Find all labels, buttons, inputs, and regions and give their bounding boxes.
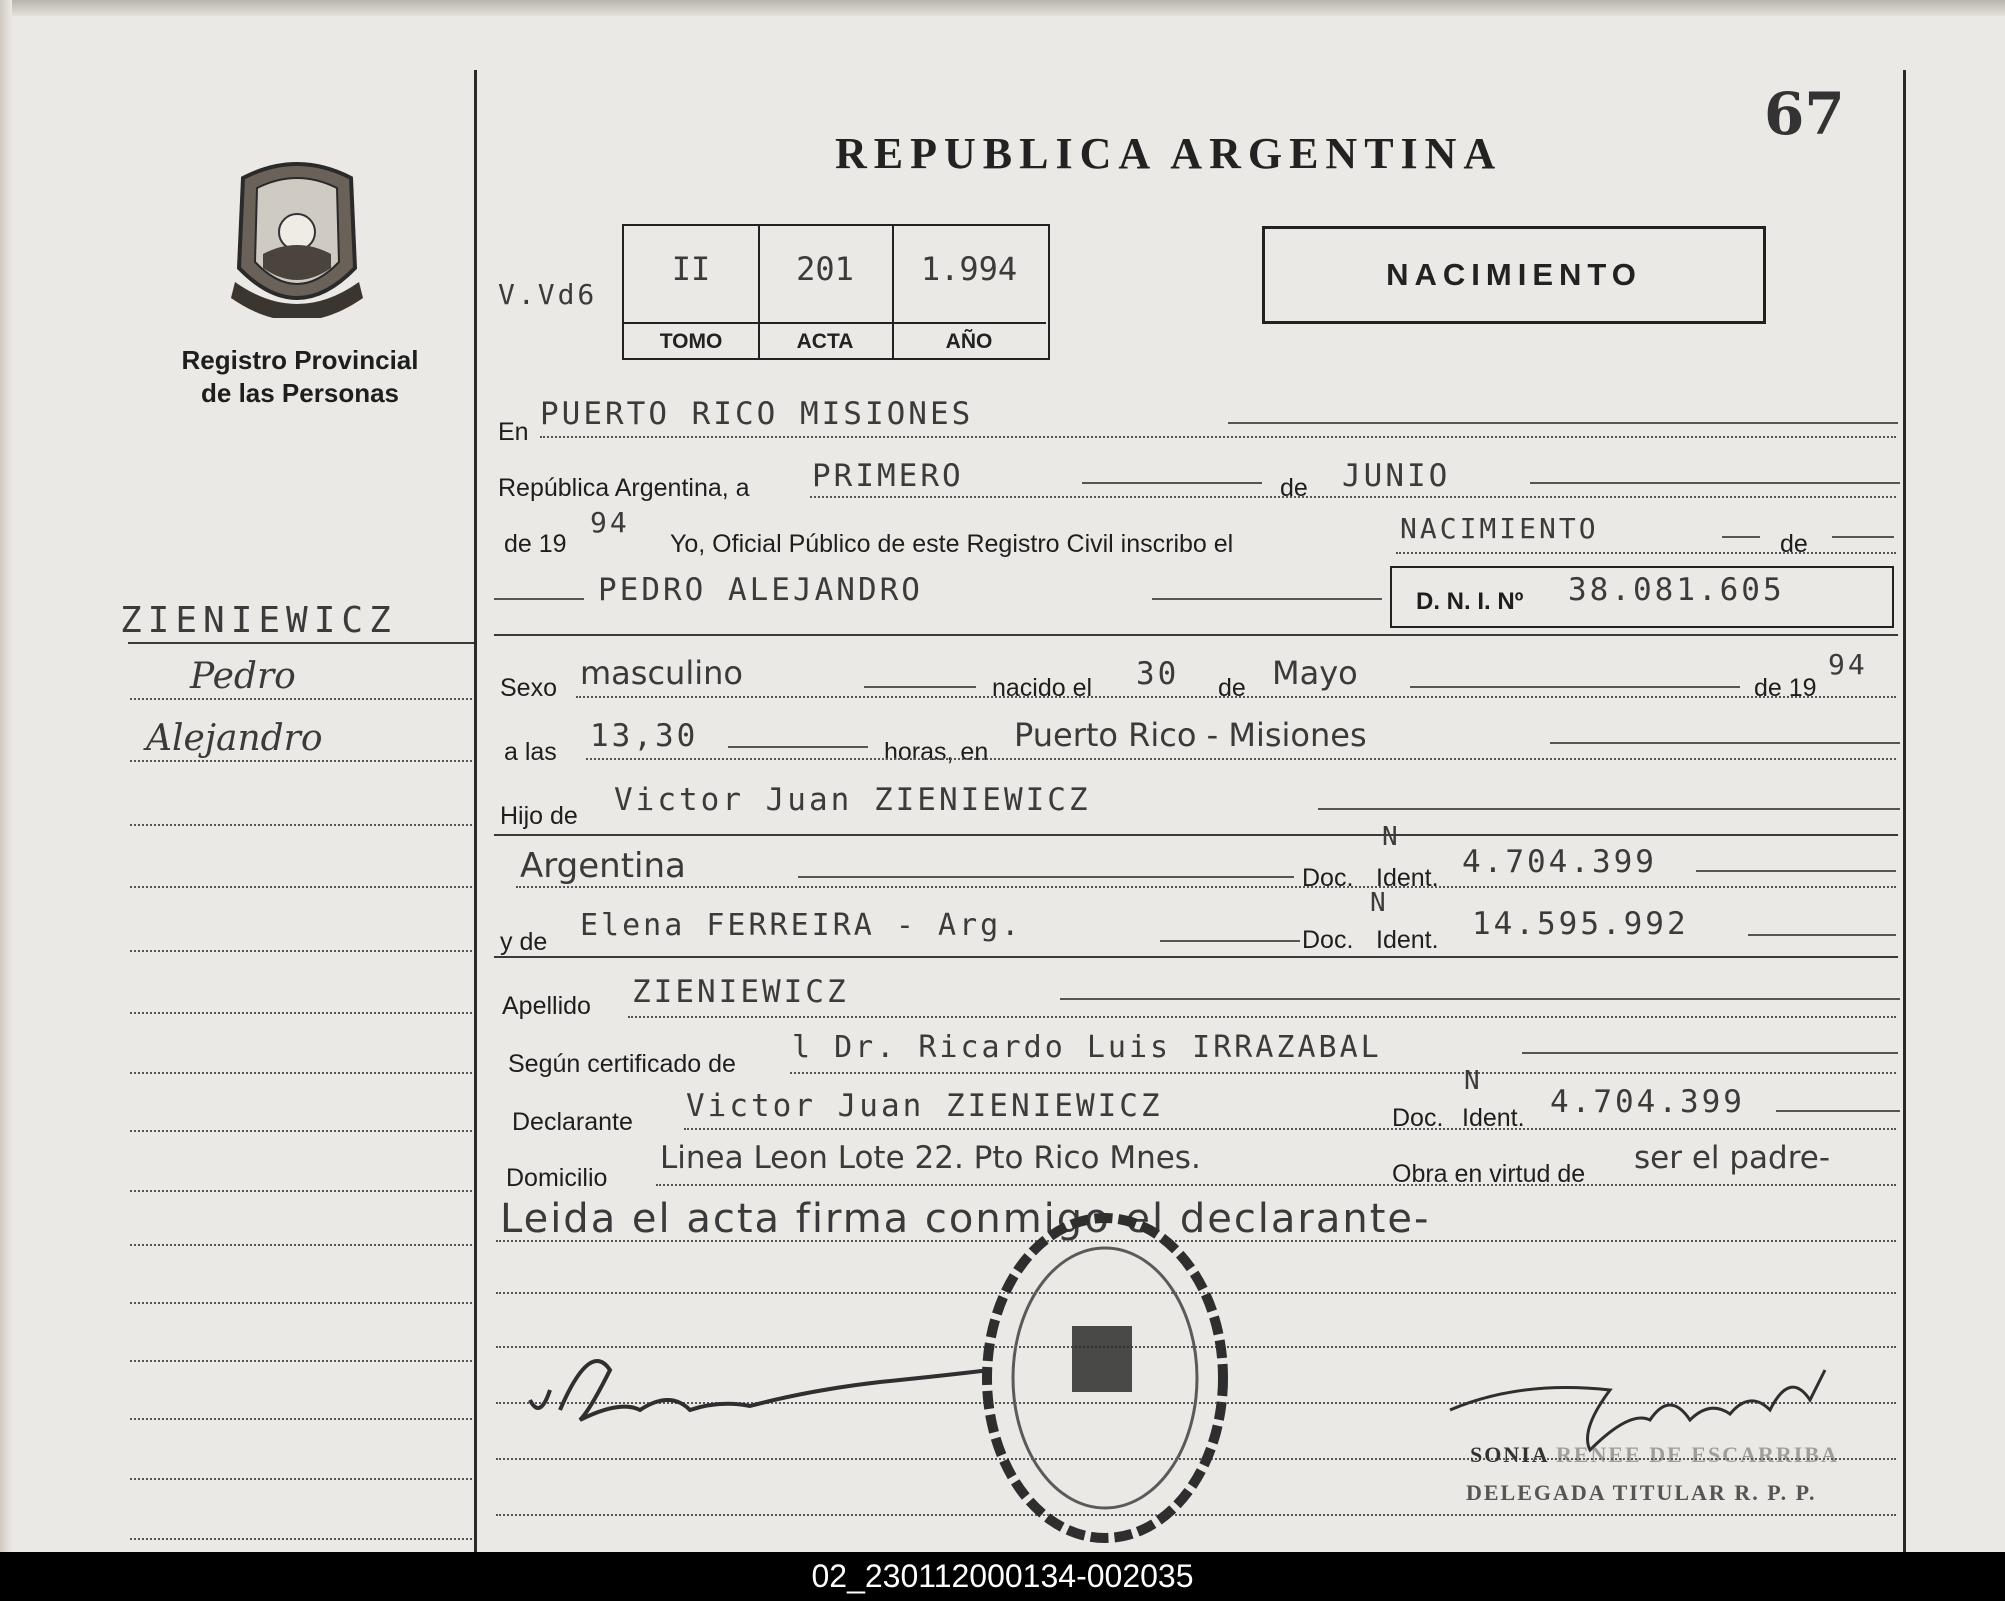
margin-dotted-line <box>130 824 472 826</box>
republica-label: República Argentina, a <box>498 474 750 502</box>
official-surname: RENEE DE ESCARRIBA <box>1555 1442 1839 1467</box>
ident-label-2: Ident. <box>1376 926 1439 954</box>
fill-line <box>864 686 976 688</box>
inscribo-value: NACIMIENTO <box>1400 512 1599 545</box>
fill-line <box>1318 808 1900 810</box>
dotted-line <box>810 496 1896 498</box>
sexo-value: masculino <box>580 654 743 692</box>
margin-dotted-line <box>130 1360 472 1362</box>
fill-line <box>494 598 584 600</box>
dotted-line <box>628 1016 1896 1018</box>
domicilio-value: Linea Leon Lote 22. Pto Rico Mnes. <box>660 1140 1201 1176</box>
birth-place: Puerto Rico - Misiones <box>1014 716 1367 754</box>
margin-dotted-line <box>130 1130 472 1132</box>
place-of-registry: PUERTO RICO MISIONES <box>540 396 974 432</box>
record-type-box: NACIMIENTO <box>1262 226 1766 324</box>
fill-line <box>728 746 868 748</box>
margin-dotted-line <box>130 1538 472 1540</box>
n-mark-3: N <box>1464 1066 1483 1096</box>
de-19-label-2: de 19 <box>1754 674 1817 702</box>
margin-dotted-line <box>130 886 472 888</box>
obra-value: ser el padre- <box>1634 1140 1831 1176</box>
margin-dotted-line <box>130 1244 472 1246</box>
domicilio-label: Domicilio <box>506 1164 608 1192</box>
apellido-label: Apellido <box>502 992 591 1020</box>
acta-cell <box>758 226 894 358</box>
tomo-label: TOMO <box>659 330 723 353</box>
fill-line <box>1522 1052 1898 1054</box>
dotted-line <box>1396 552 1896 554</box>
day-value: PRIMERO <box>812 458 964 494</box>
anio-cell <box>892 226 1046 358</box>
acta-label: ACTA <box>796 330 854 353</box>
fill-line <box>1722 536 1760 538</box>
ident-label-3: Ident. <box>1462 1104 1525 1132</box>
fill-line <box>798 876 1294 878</box>
dni-label: D. N. I. Nº <box>1416 588 1524 615</box>
dotted-line <box>516 886 1896 888</box>
obra-label: Obra en virtud de <box>1392 1160 1586 1188</box>
fill-line <box>1060 998 1900 1000</box>
page-title: REPUBLICA ARGENTINA <box>835 129 1503 178</box>
dotted-line <box>576 696 1896 698</box>
prefix-note: V.Vd6 <box>498 278 598 311</box>
declarante-doc: 4.704.399 <box>1550 1084 1745 1120</box>
doc-label-3: Doc. <box>1392 1104 1444 1132</box>
year-value: 94 <box>590 506 630 539</box>
doc-label: Doc. <box>1302 864 1354 892</box>
fill-line <box>1160 940 1300 942</box>
margin-second-name: Alejandro <box>146 718 323 759</box>
y-de-label: y de <box>500 928 548 956</box>
fill-line <box>1082 482 1262 484</box>
birth-month: Mayo <box>1272 654 1358 692</box>
dni-value: 38.081.605 <box>1568 572 1785 608</box>
birth-hour: 13,30 <box>590 718 699 754</box>
registry-name: Registro Provincial de las Personas <box>181 345 419 408</box>
declarante-value: Victor Juan ZIENIEWICZ <box>686 1088 1163 1124</box>
official-first-name: SONIA <box>1470 1442 1549 1467</box>
anio-value: 1.994 <box>920 250 1018 288</box>
dotted-line <box>790 1072 1896 1074</box>
dotted-line <box>656 1184 1896 1186</box>
fill-line <box>1152 598 1382 600</box>
child-name: PEDRO ALEJANDRO <box>598 572 923 608</box>
month-value: JUNIO <box>1342 458 1451 494</box>
a-las-label: a las <box>504 738 557 766</box>
mother-name: Elena FERREIRA - Arg. <box>580 908 1023 943</box>
fill-line <box>1550 742 1900 744</box>
section-rule <box>494 834 1898 836</box>
margin-dotted-line <box>130 1072 472 1074</box>
horas-label: horas, en <box>884 738 989 766</box>
segun-value: l Dr. Ricardo Luis IRRAZABAL <box>792 1030 1382 1065</box>
tomo-cell <box>624 226 760 358</box>
father-nationality: Argentina <box>520 846 686 886</box>
fill-line <box>1748 934 1896 936</box>
misiones-emblem-icon <box>223 158 371 318</box>
n-mark-2: N <box>1370 888 1389 918</box>
margin-dotted-line <box>130 1302 472 1304</box>
fill-line <box>1530 482 1900 484</box>
father-name: Victor Juan ZIENIEWICZ <box>614 782 1091 818</box>
n-mark: N <box>1382 822 1401 852</box>
paper-left-edge <box>0 0 12 1552</box>
birth-day: 30 <box>1136 656 1180 692</box>
fill-line <box>1696 870 1896 872</box>
fill-line <box>1776 1110 1900 1112</box>
fill-line <box>1228 422 1898 424</box>
section-rule <box>494 956 1898 958</box>
de-label: de <box>1280 474 1308 502</box>
sexo-label: Sexo <box>500 674 557 702</box>
section-rule <box>494 634 1898 636</box>
image-caption: 02_230112000134-002035 <box>0 1552 2005 1601</box>
margin-dotted-line <box>130 1418 472 1420</box>
column-divider <box>474 70 477 1552</box>
hijo-label: Hijo de <box>500 802 578 830</box>
de-label-2: de <box>1780 530 1808 558</box>
margin-dotted-line <box>130 1012 472 1014</box>
dotted-line <box>540 436 1896 438</box>
fill-line <box>1832 536 1894 538</box>
father-doc: 4.704.399 <box>1462 844 1657 880</box>
margin-rule <box>128 642 474 644</box>
left-signature <box>520 1330 1000 1440</box>
margin-dotted-line <box>130 1478 472 1480</box>
mother-doc: 14.595.992 <box>1472 906 1689 942</box>
official-name <box>1470 1442 1839 1468</box>
margin-dotted-line <box>130 760 472 762</box>
fill-line <box>1410 686 1740 688</box>
margin-first-name: Pedro <box>190 656 296 697</box>
birth-year: 94 <box>1828 648 1868 681</box>
record-number-box <box>622 224 1050 360</box>
en-label: En <box>498 418 529 446</box>
margin-dotted-line <box>130 1190 472 1192</box>
closing-statement: Leida el acta firma conmigo el declarante- <box>500 1196 1431 1242</box>
segun-label: Según certificado de <box>508 1050 736 1078</box>
declarante-label: Declarante <box>512 1108 633 1136</box>
ident-label: Ident. <box>1376 864 1439 892</box>
tomo-value: II <box>671 250 711 288</box>
acta-value: 201 <box>796 250 854 288</box>
nacido-label: nacido el <box>992 674 1093 702</box>
dotted-line <box>586 758 1896 760</box>
right-border <box>1903 70 1906 1552</box>
paper-top-edge <box>0 0 2005 16</box>
de-label-3: de <box>1218 674 1246 702</box>
doc-label-2: Doc. <box>1302 926 1354 954</box>
page-number: 67 <box>1764 80 1845 148</box>
margin-surname: ZIENIEWICZ <box>120 600 397 641</box>
yo-text: Yo, Oficial Público de este Registro Civil inscribo el <box>670 530 1234 558</box>
margin-dotted-line <box>130 698 472 700</box>
official-title: DELEGADA TITULAR R. P. P. <box>1466 1480 1817 1505</box>
de-19-label: de 19 <box>504 530 567 558</box>
margin-dotted-line <box>130 950 472 952</box>
anio-label: AÑO <box>945 330 993 353</box>
dotted-line <box>684 1128 1896 1130</box>
apellido-value: ZIENIEWICZ <box>632 974 849 1010</box>
official-stamp <box>970 1200 1240 1552</box>
